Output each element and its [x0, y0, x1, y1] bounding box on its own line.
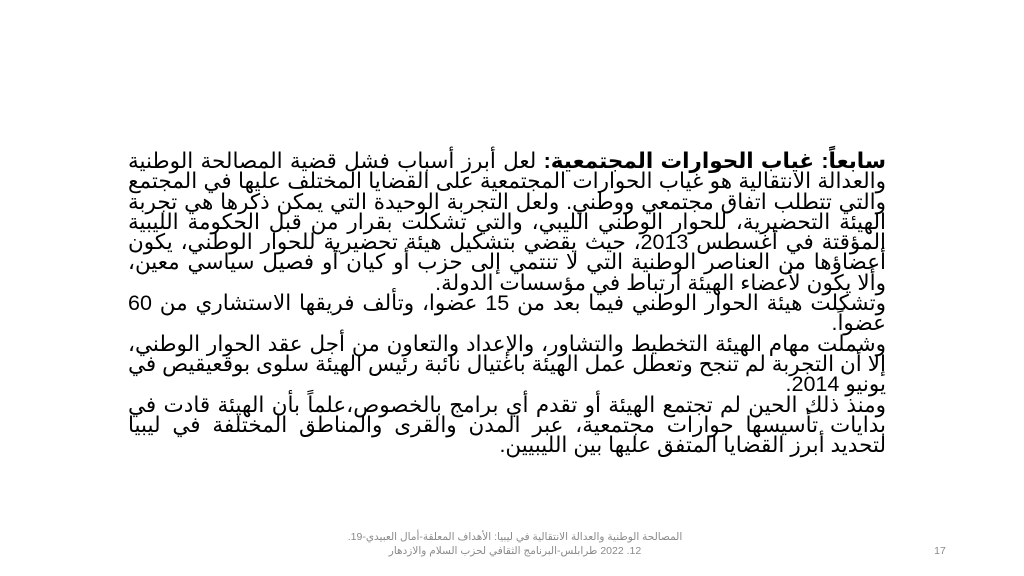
footer-line-2: 12. 2022 طرابلس-البرنامج الثقافي لحزب السلام والازدهار	[388, 544, 642, 557]
section-heading: سابعاً: غياب الحوارات المجتمعية:	[543, 149, 886, 173]
paragraph-1	[128, 151, 886, 293]
slide-footer	[300, 531, 730, 558]
page-number: 17	[934, 545, 946, 557]
paragraph-3: وشملت مهام الهيئة التخطيط والتشاور، والإعداد والتعاون من أجل عقد الحوار الوطني، إلا أن التجربة لم تنجح وتعطل عمل الهيئة باغتيال نائبة رئيس الهيئة سلوى بوقعيقيص في يونيو 2014.	[128, 331, 886, 397]
paragraph-1-text: لعل أبرز أسباب فشل قضية المصالحة الوطنية والعدالة الانتقالية هو غياب الحوارات المجتمعية على القضايا المختلف عليها في المجتمع والتي تتطلب اتفاق مجتمعي ووطني. ولعل التجربة الوحيدة التي يمكن ذكرها هي تجربة الهيئة التحضيرية، للحوار الوطني الليبي، والتي تشكلت بقرار من قبل الحكومة الليبية المؤقتة في أغسطس 2013، حيث يقضي بتشكيل هيئة تحضيرية للحوار الوطني، يكون أعضاؤها من العناصر الوطنية التي لا تنتمي إلى حزب أو كيان أو فصيل سياسي معين، وألا يكون لأعضاء الهيئة ارتباط في مؤسسات الدولة.	[128, 149, 886, 295]
paragraph-2: وتشكلت هيئة الحوار الوطني فيما بعد من 15 عضوا، وتألف فريقها الاستشاري من 60 عضواً.	[128, 291, 886, 336]
footer-line-1: المصالحة الوطنية والعدالة الانتقالية في ليبيا: الأهداف المعلقة-أمال العبيدي-19.	[347, 531, 683, 543]
paragraph-4: ومنذ ذلك الحين لم تجتمع الهيئة أو تقدم أي برامج بالخصوص،علماً بأن الهيئة قادت في بدايات تأسيسها حوارات مجتمعية، عبر المدن والقرى والمناطق المختلفة في ليبيا لتحديد أبرز القضايا المتفق عليها بين الليبيين.	[128, 392, 886, 458]
slide-body-text	[128, 149, 886, 458]
